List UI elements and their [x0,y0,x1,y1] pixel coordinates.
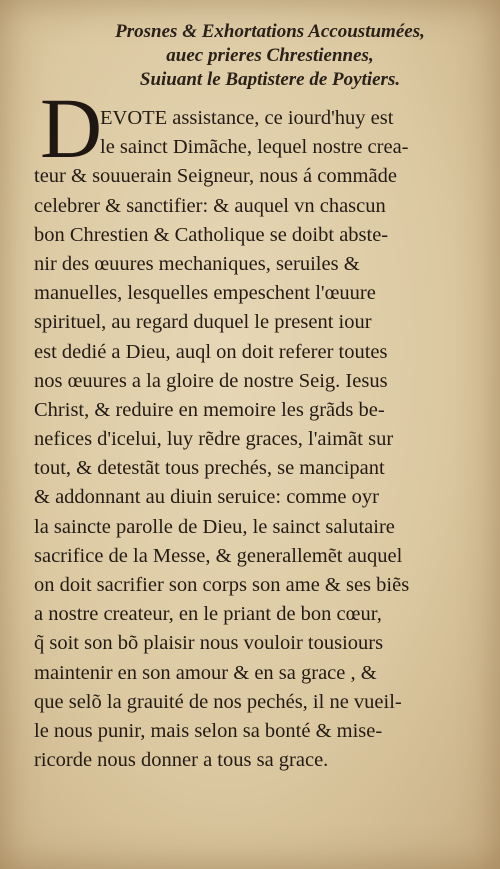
text-line: & addonnant au diuin seruice: comme oyr [34,486,379,509]
text-line: sacrifice de la Messe, & generallemẽt auquel [34,544,403,567]
text-line: que selõ la grauité de nos pechés, il ne vueil- [34,690,402,713]
text-line: ricorde nous donner a tous sa grace. [34,749,329,772]
text-line: la saincte parolle de Dieu, le sainct salutaire [34,515,395,538]
text-line: manuelles, lesquelles empeschent l'œuure [34,282,376,305]
text-line: q̃ soit son bõ plaisir nous vouloir tousiours [34,632,384,655]
text-line: est dedié a Dieu, auql on doit referer toutes [34,340,388,363]
heading-line-2: auec prieres Chrestiennes, [166,45,374,66]
text-line: EVOTE assistance, ce iourd'huy est [100,107,394,129]
body-text [34,104,484,775]
chapter-heading [60,20,480,92]
text-line: le nous punir, mais selon sa bonté & mise- [34,719,383,742]
text-line: nos œuures a la gloire de nostre Seig. Iesus [34,369,388,392]
text-line: Christ, & reduire en memoire les grãds be- [34,398,385,421]
heading-line-3: Suiuant le Baptistere de Poytiers. [139,69,401,90]
text-line: on doit sacrifier son corps son ame & ses biẽs [34,574,410,596]
text-line: nefices d'icelui, luy rẽdre graces, l'aimãt sur [34,428,394,451]
text-line: tout, & detestãt tous prechés, se mancipant [34,457,385,480]
text-line: teur & souuerain Seigneur, nous á commãde [34,165,397,188]
text-line: nir des œuures mechaniques, seruiles & [34,252,360,275]
text-line: bon Chrestien & Catholique se doibt abste- [34,223,389,246]
text-line: maintenir en son amour & en sa grace , & [34,661,377,684]
drop-capital: D [40,80,103,176]
text-line: spirituel, au regard duquel le present iour [34,311,372,334]
text-line: le sainct Dimãche, lequel nostre crea- [100,136,409,159]
text-line: a nostre createur, en le priant de bon cœur, [34,603,382,626]
text-line: celebrer & sanctifier: & auquel vn chascun [34,194,386,217]
heading-line-1: Prosnes & Exhortations Accoustumées, [115,21,425,42]
